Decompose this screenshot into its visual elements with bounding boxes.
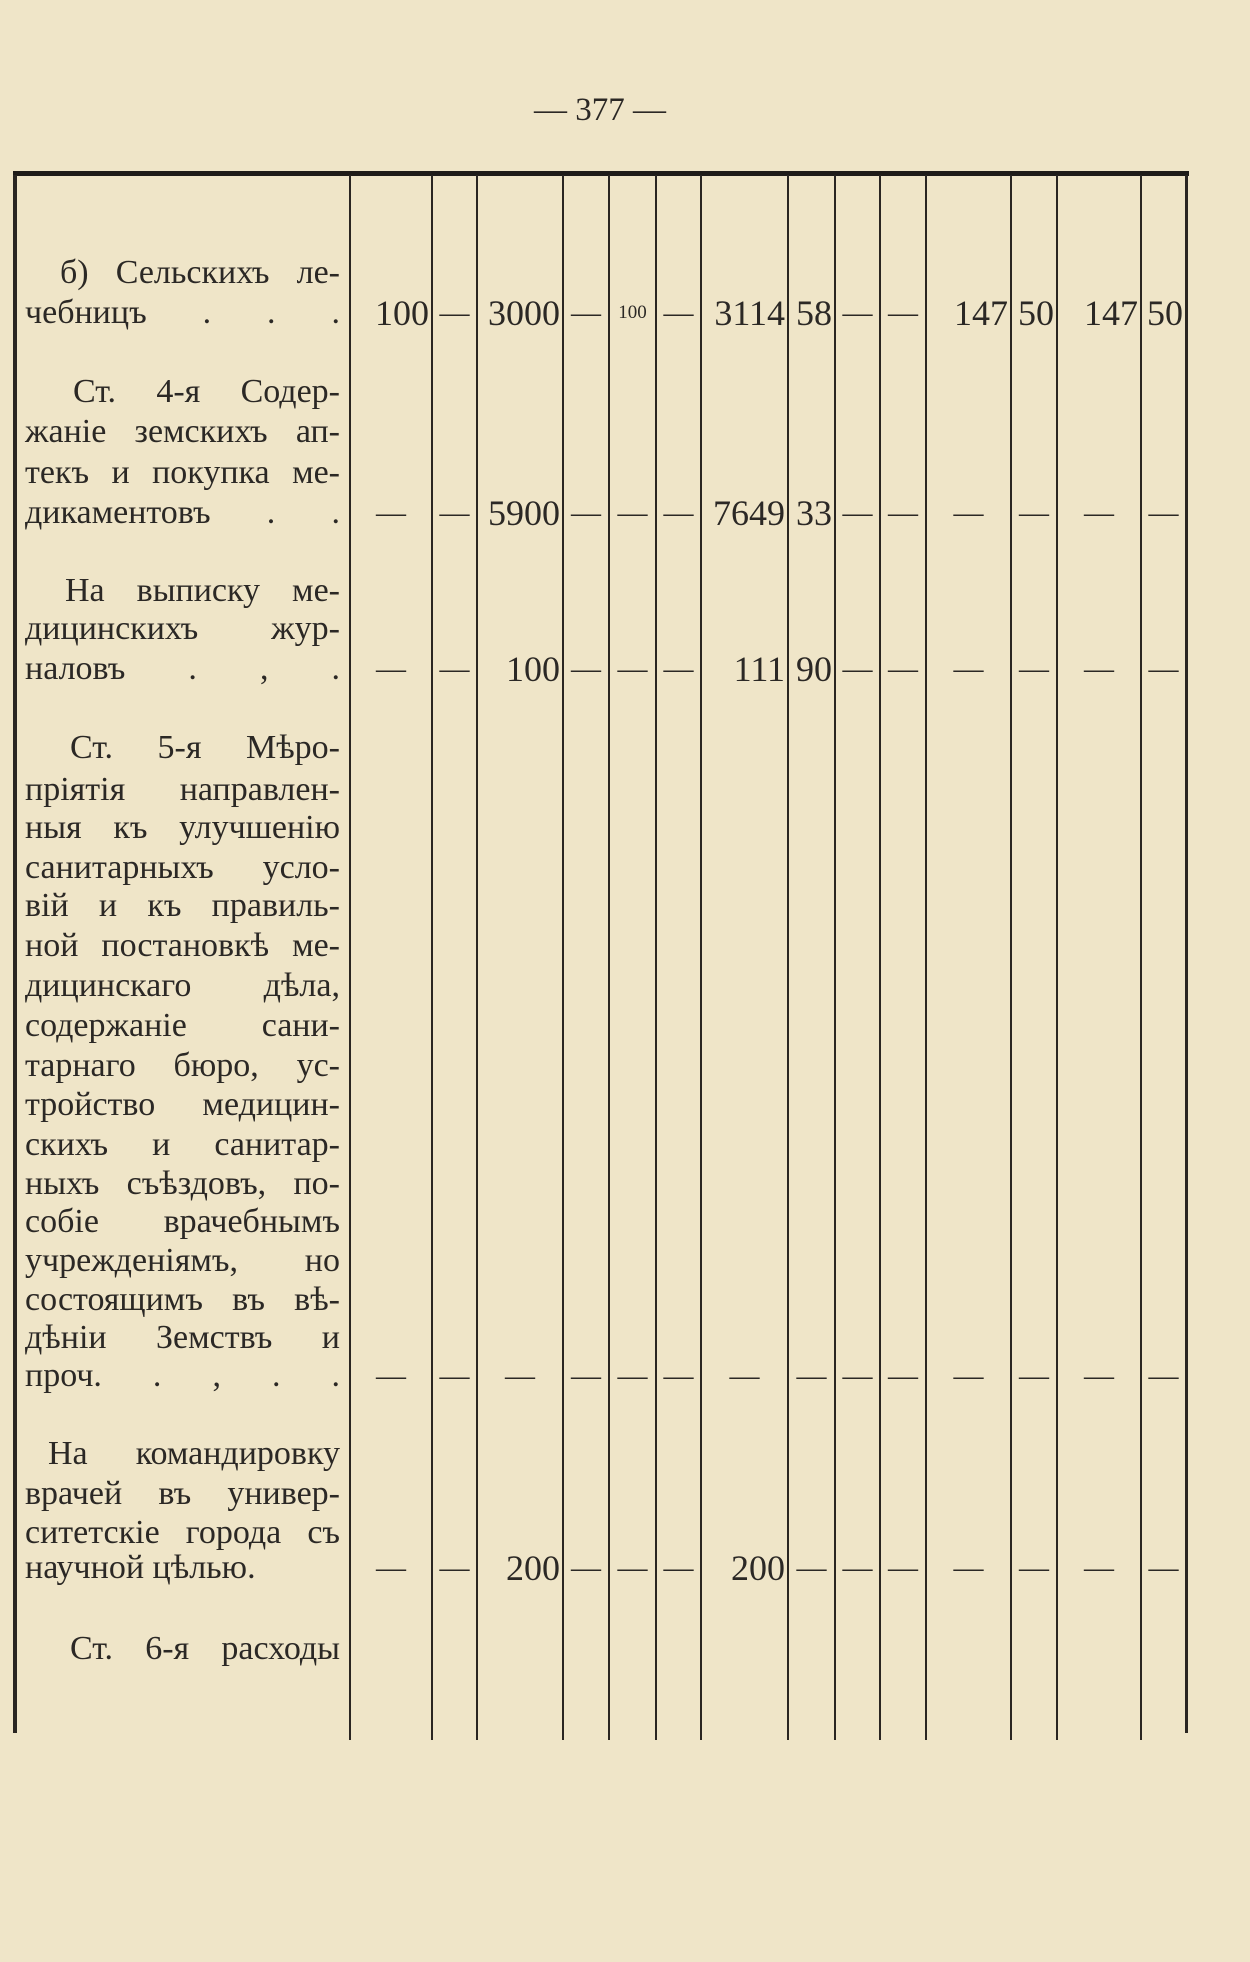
row-2-cell-5: —	[617, 496, 648, 529]
row-5-cell-3: 200	[506, 1548, 560, 1588]
row-2-cell-12: —	[1019, 496, 1049, 529]
row-5-values	[0, 1548, 1250, 1588]
row-4-line-11: скихъ и санитар-	[25, 1126, 340, 1163]
column-rule-3	[476, 175, 478, 1740]
row-1-cell-1: 100	[375, 293, 429, 333]
row-3-cell-13: —	[1084, 652, 1114, 685]
row-4-cell-7: —	[729, 1359, 760, 1392]
row-5-cell-11: —	[953, 1551, 984, 1584]
row-1-cell-8: 58	[796, 293, 832, 333]
row-1-cell-10: —	[888, 296, 918, 329]
column-rule-14	[1140, 175, 1142, 1740]
row-4-cell-8: —	[796, 1359, 827, 1392]
row-4-cell-4: —	[571, 1359, 601, 1392]
row-3-cell-2: —	[439, 652, 470, 685]
column-rule-6	[655, 175, 657, 1740]
row-2-cell-1: —	[376, 496, 406, 529]
row-1-cell-11: 147	[954, 293, 1008, 333]
row-3-values	[0, 649, 1250, 689]
row-1-cell-14: 50	[1147, 293, 1183, 333]
row-4-cell-11: —	[953, 1359, 984, 1392]
row-3-cell-4: —	[571, 652, 601, 685]
column-rule-12	[1010, 175, 1012, 1740]
row-5-cell-9: —	[842, 1551, 873, 1584]
row-3-cell-1: —	[376, 652, 406, 685]
column-rule-5	[608, 175, 610, 1740]
row-4-line-9: тарнаго бюро, ус-	[25, 1047, 340, 1084]
row-3-cell-9: —	[842, 652, 873, 685]
row-4-line-13: собіе врачебнымъ	[25, 1203, 340, 1240]
row-4-cell-12: —	[1019, 1359, 1049, 1392]
row-5-cell-5: —	[617, 1551, 648, 1584]
row-4-cell-10: —	[888, 1359, 918, 1392]
row-2-cell-7: 7649	[713, 493, 785, 533]
column-rule-2	[431, 175, 433, 1740]
row-3-cell-5: —	[617, 652, 648, 685]
row-1-cell-2: —	[439, 296, 470, 329]
column-rule-13	[1056, 175, 1058, 1740]
row-5-cell-1: —	[376, 1551, 406, 1584]
row-4-line-2: пріятія направлен-	[25, 771, 340, 808]
row-2-line-3: текъ и покупка ме-	[25, 454, 340, 491]
row-2-cell-9: —	[842, 496, 873, 529]
row-5-line-1: На командировку	[48, 1435, 340, 1472]
row-4-cell-1: —	[376, 1359, 406, 1392]
column-rule-4	[562, 175, 564, 1740]
row-4-line-4: санитарныхъ усло-	[25, 849, 340, 886]
row-4-cell-2: —	[439, 1359, 470, 1392]
row-4-cell-14: —	[1148, 1359, 1179, 1392]
row-2-cell-10: —	[888, 496, 918, 529]
row-5-line-3: ситетскіе города съ	[25, 1514, 340, 1551]
row-5-cell-12: —	[1019, 1551, 1049, 1584]
row-3-cell-10: —	[888, 652, 918, 685]
row-4-line-8: содержаніе сани-	[25, 1007, 340, 1044]
row-2-cell-8: 33	[796, 493, 832, 533]
row-4-line-7: дицинскаго дѣла,	[25, 967, 340, 1004]
row-4-line-17: проч. . , . .	[25, 1357, 340, 1394]
row-2-line-2: жаніе земскихъ ап-	[25, 413, 340, 450]
row-3-cell-12: —	[1019, 652, 1049, 685]
row-3-cell-6: —	[663, 652, 694, 685]
row-4-line-10: тройство медицин-	[25, 1086, 340, 1123]
row-5-cell-6: —	[663, 1551, 694, 1584]
column-rule-9	[834, 175, 836, 1740]
row-4-cell-9: —	[842, 1359, 873, 1392]
row-3-cell-11: —	[953, 652, 984, 685]
row-5-cell-2: —	[439, 1551, 470, 1584]
row-1-line-1: б) Сельскихъ ле-	[60, 254, 340, 291]
row-1-line-2: чебницъ . . .	[25, 294, 340, 331]
row-1-cell-3: 3000	[488, 293, 560, 333]
row-5-cell-4: —	[571, 1551, 601, 1584]
row-2-line-1: Ст. 4-я Содер-	[73, 373, 340, 410]
table-top-rule	[13, 171, 1189, 176]
row-4-line-16: дѣніи Земствъ и	[25, 1319, 340, 1356]
row-3-line-1: На выписку ме-	[65, 572, 340, 609]
row-2-cell-6: —	[663, 496, 694, 529]
row-5-cell-7: 200	[731, 1548, 785, 1588]
row-6-line-1: Ст. 6-я расходы	[70, 1630, 340, 1667]
row-4-line-1: Ст. 5-я Мѣро-	[70, 729, 340, 766]
row-1-cell-9: —	[842, 296, 873, 329]
row-3-cell-7: 111	[733, 649, 785, 689]
column-rule-7	[700, 175, 702, 1740]
row-4-line-15: состоящимъ въ вѣ-	[25, 1281, 340, 1318]
row-2-line-4: дикаментовъ . .	[25, 494, 340, 531]
row-3-cell-3: 100	[506, 649, 560, 689]
row-4-line-6: ной постановкѣ ме-	[25, 927, 340, 964]
row-4-values	[0, 1356, 1250, 1396]
row-4-line-5: вій и къ правиль-	[25, 887, 340, 924]
row-4-line-12: ныхъ съѣздовъ, по-	[25, 1165, 340, 1202]
row-1-cell-6: —	[663, 296, 694, 329]
row-2-cell-3: 5900	[488, 493, 560, 533]
row-2-cell-13: —	[1084, 496, 1114, 529]
row-3-cell-8: 90	[796, 649, 832, 689]
row-5-cell-8: —	[796, 1551, 827, 1584]
row-4-line-14: учрежденіямъ, но	[25, 1242, 340, 1279]
row-4-cell-5: —	[617, 1359, 648, 1392]
table-left-border	[13, 175, 17, 1733]
row-5-cell-14: —	[1148, 1551, 1179, 1584]
row-5-cell-10: —	[888, 1551, 918, 1584]
row-1-cell-5: 100	[618, 302, 647, 323]
row-5-cell-13: —	[1084, 1551, 1114, 1584]
row-1-values	[0, 293, 1250, 333]
row-2-cell-11: —	[953, 496, 984, 529]
row-4-line-3: ныя къ улучшенію	[25, 809, 340, 846]
row-1-cell-13: 147	[1084, 293, 1138, 333]
row-5-line-2: врачей въ универ-	[25, 1475, 340, 1512]
page-number: — 377 —	[534, 92, 666, 128]
row-4-cell-13: —	[1084, 1359, 1114, 1392]
row-2-cell-4: —	[571, 496, 601, 529]
row-1-cell-4: —	[571, 296, 601, 329]
row-2-values	[0, 493, 1250, 533]
column-rule-10	[879, 175, 881, 1740]
column-rule-11	[925, 175, 927, 1740]
row-2-cell-2: —	[439, 496, 470, 529]
column-rule-8	[787, 175, 789, 1740]
row-3-cell-14: —	[1148, 652, 1179, 685]
row-1-cell-7: 3114	[714, 293, 785, 333]
row-3-line-2: дицинскихъ жур-	[25, 610, 340, 647]
row-1-cell-12: 50	[1018, 293, 1054, 333]
row-4-cell-6: —	[663, 1359, 694, 1392]
table-right-border	[1185, 175, 1188, 1733]
row-2-cell-14: —	[1148, 496, 1179, 529]
row-4-cell-3: —	[505, 1359, 535, 1392]
column-rule-text	[349, 175, 351, 1740]
row-3-line-3: наловъ . , .	[25, 650, 340, 687]
row-5-line-4: научной цѣлью.	[25, 1549, 256, 1586]
